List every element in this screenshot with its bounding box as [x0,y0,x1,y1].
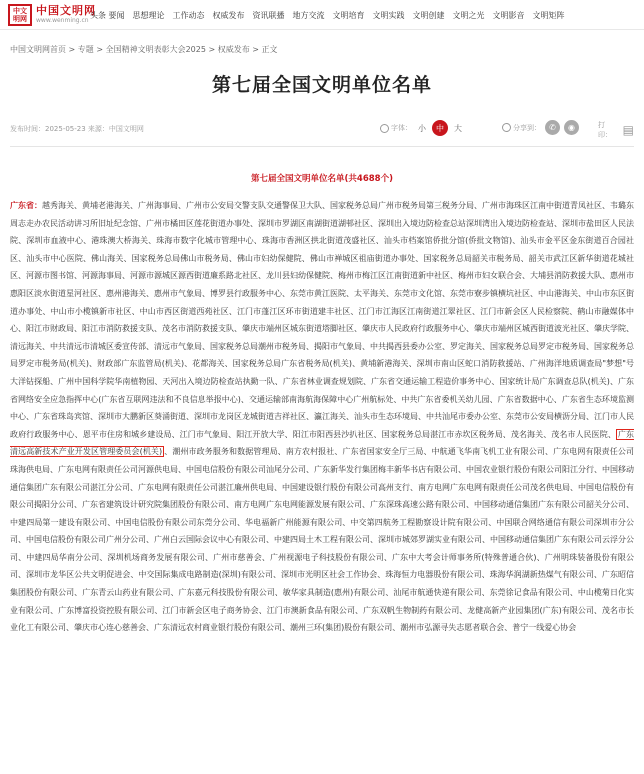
font-size-control [380,120,468,136]
nav-item-work[interactable]: 工作动态 [172,10,205,20]
font-small-button[interactable]: 小 [418,123,426,133]
nav-item-creation[interactable]: 文明创建 [412,10,445,20]
nav-item-local[interactable]: 地方交流 [292,10,325,20]
font-large-button[interactable]: 大 [454,123,462,133]
share-control [502,120,579,135]
nav-item-release[interactable]: 权威发布 [212,10,245,20]
nav-item-matrix[interactable]: 文明矩阵 [532,10,565,20]
publish-source: 发布时间：2025-05-23 来源：中国文明网 [10,125,144,133]
divider [10,146,634,147]
list-subtitle: 第七届全国文明单位名单(共4688个) [251,174,393,184]
weibo-share-icon[interactable]: ◉ [564,120,579,135]
logo-url: www.wenming.cn [36,17,89,24]
nav-item-light[interactable]: 文明之光 [452,10,485,20]
nav-item-practice[interactable]: 文明实践 [372,10,405,20]
share-icon [502,123,511,132]
province-label: 广东省： [10,201,42,210]
logo-name: 中国文明网 [36,4,96,17]
font-icon [380,124,389,133]
nav-item-news[interactable]: 资讯联播 [252,10,285,20]
logo-text [36,5,96,25]
site-logo[interactable] [8,4,96,26]
share-label: 分享到： [513,123,541,132]
print-label: 打印： [598,121,612,139]
nav-item-headline[interactable]: 头条 要闻 [90,10,125,20]
nav-item-theory[interactable]: 思想理论 [132,10,165,20]
logo-seal: 中文明网 [8,4,32,26]
printer-icon[interactable]: ▤ [622,123,634,137]
wechat-share-icon[interactable]: ✆ [545,120,560,135]
font-medium-button[interactable]: 中 [432,120,448,136]
nav-item-cultivation[interactable]: 文明培育 [332,10,365,20]
top-navigation-bar [0,0,644,30]
breadcrumb[interactable]: 中国文明网首页 > 专题 > 全国精神文明表彰大会2025 > 权威发布 > 正文 [10,45,278,54]
article-meta [10,118,634,138]
nav-item-video[interactable]: 文明影音 [492,10,525,20]
font-label: 字体： [391,124,412,132]
main-nav [90,0,573,30]
unit-list-part2: 、潮州市政务服务和数据管理局、南方农村报社、广东省国家安全厅三局、中航通飞华南飞机工业有限公司、广东电网有限责任公司珠海供电局、广东电网有限责任公司河源供电局、中国电信股份有限公司汕尾分公司、广东新华发行集团梅丰新华书店有限公司、中国农业银行股份有限公司阳江分行、中国移动通信集团广东有限公司湛江分公司、广东电网有限责任公司湛江廉州供电局、中国建设银行股份有限公司高州支行、南方电网广东电网有限责任公司茂名供电局、中国电信股份有限公司揭阳分公司、广东省建筑设计研究院集团股份有限公司、南方电网广东电网能源发展有限公司、广东深珠高速公路有限公司、中国移动通信集团广东有限公司韶关分公司、中建四局第一建设有限公司、中国电信股份有限公司东莞分公司、华电福新广州能源有限公司、中交第四航务工程勘察设计院有限公司、中国联合网络通信有限公司深圳市分公司、中国电信股份有限公司广州分公司、广州白云国际会议中心有限公司、中建四局土木工程有限公司、深圳市城郊罗湖实业有限公司、中国移动通信集团广东有限公司云浮分公司、中建四局华南分公司、深圳机场商务发展有限公司、广州市慈善会、广州视源电子科技股份有限公司、广东中大考会计师事务所(特殊普通合伙)、广州明珠装备股份有限公司、深圳市龙华区公共文明促进会、中交国际集成电路制造(深圳)有限公司、深圳市光明区社会工作协会、珠海恒力电器股份有限公司、珠海华润湖新热煤气有限公司、广东昭信集团股份有限公司、广东青云山药业有限公司、广东嘉元科技股份有限公司、敏华家具制造(惠州)有限公司、汕尾市航通快递有限公司、东莞徐记食品有限公司、中山榄菊日化实业有限公司、广东博富投资控股有限公司、江门市新会区电子商务协会、江门市澳新食品有限公司、广东双帆生物制药有限公司、龙健高新产业园集团(广东)有限公司、茂名市长业化工有限公司、肇庆市心连心慈善会、广东清远农村商业银行股份有限公司、潮州三环(集团)股份有限公司、潮州市弘源寻失志愿者联合会、普宁一线爱心协会 [10,447,634,633]
page-title: 第七届全国文明单位名单 [211,74,432,96]
highlighted-unit: 广东清远高新技术产业开发区管理委员会(机关) [10,429,635,457]
unit-list-part1: 越秀海关、黄埔老港海关、广州海事局、广州市公安局交警支队交通警保卫大队、国家税务总局广州市税务局第三税务分局、广州市海珠区江南中街道青凤社区、韦璐东周志走办农民活动讲习所旧址纪念馆、广州市橘田区莲花街道办事处、深圳市罗湖区南湖街道湖邨社区、深圳出入境边防检查总站深圳湾出入境边防检查站、深圳市盐田区人民法院、深圳市血液中心、港珠澳大桥海关、珠海市数字化城市管理中心、珠海市香洲区拱北街道茂盛社区、汕头市档案馆侨批分馆(侨批文物馆)、汕头市金平区金东街道百合园社区、汕头市中心医院、佛山海关、国家税务总局佛山市税务局、佛山市妇幼保健院、佛山市禅城区祖庙街道办事处、国家税务总局韶关市税务局、韶关市武江区新华街道花城社区、河源市图书馆、河源海事局、河源市源城区源西街道廉系路北社区、龙川县妇幼保健院、梅州市梅江区江南街道新中社区、梅州市妇女联合会、大埔县消防救援大队、惠州市惠阳区淡水街道星河社区、惠州港海关、惠州市气象局、博罗县行政服务中心、东莞市黄江医院、太平海关、东莞市文化馆、东莞市寮步镇横坑社区、中山港海关、中山市东区街道办事处、中山市小榄镇新市社区、中山市西区街道西苑社区、江门市蓬江区环市街道建丰社区、江门市江海区江南街道江翠社区、江门市新会区人民检察院、鹤山市融媒体中心、阳江市财政局、阳江市消防救援支队、茂名市消防救援支队、肇庆市端州区城东街道塔脚社区、肇庆市人民政府行政服务中心、肇庆市端州区城西街道波光社区、肇庆学院、清远海关、中共清远市清城区委宣传部、清远市气象局、国家税务总局潮州市税务局、揭阳市气象局、中共揭西县委办公室、罗定海关、国家税务总局罗定市税务局、国家税务总局罗定市税务局(机关)、财政部广东监管局(机关)、花都海关、国家税务总局广东省税务局(机关)、黄埔新港海关、深圳市南山区蛇口消防救援站、广州海洋地质调查局"梦想"号大洋钻探船、广州中国科学院华南植物园、天河出入境边防检查站执勤一队、广东省林业调查规划院、广东省交通运输工程造价事务中心、国家统计局广东调查总队(机关)、广东省网络安全应急指挥中心(广东省互联网违法和不良信息举报中心)、交通运输部南海航海保障中心广州航标处、中共广东省委机关幼儿园、广东省数据中心、广东省生态环境监测中心、广东省珠岛宾馆、深圳市大鹏新区葵涌街道、深圳市龙岗区龙城街道吉祥社区、瀛江海关、汕头市生态环境局、中共汕尾市委办公室、东莞市公安局横沥分局、江门市人民政府行政服务中心、恩平市住房和城乡建设局、江门市气象局、阳江开放大学、阳江市阳西县沙扒社区、国家税务总局湛江市赤坎区税务局、茂名海关、茂名市人民医院、 [10,201,634,439]
print-control [598,120,634,140]
article-body [10,197,634,637]
